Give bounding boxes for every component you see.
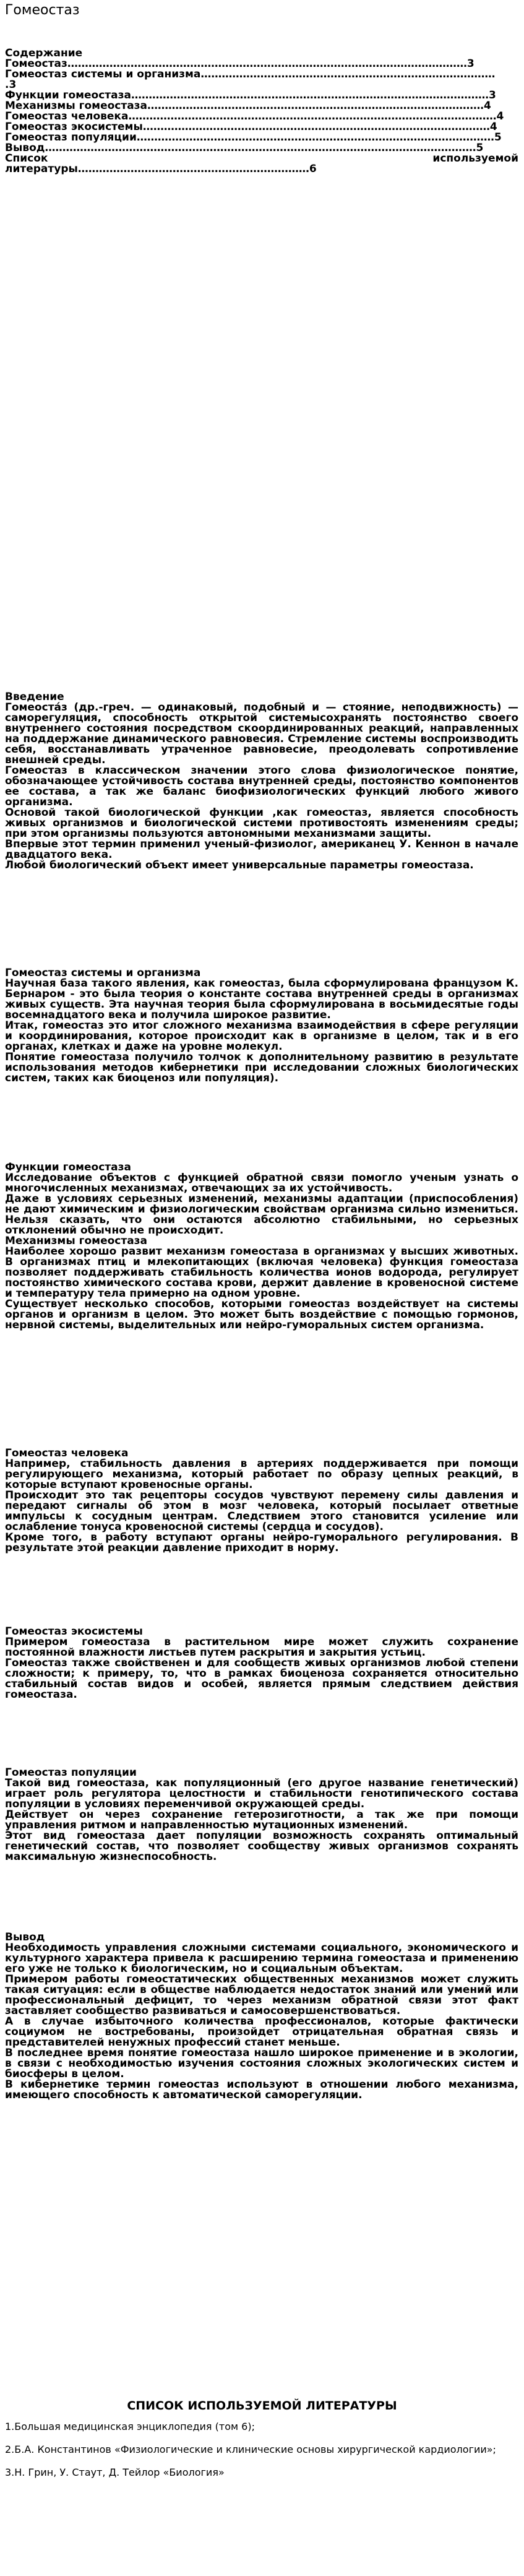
- paragraph: Основой такой биологической функции ,как гомеостаз, является способность живых организмов и биологической системи противостоять изменениям среды; при этом организмы пользуются автономными механизмами защиты.: [5, 806, 518, 840]
- references-list: [5, 2420, 518, 2489]
- paragraph: Такой вид гомеостаза, как популяционный (его другое название генетический) играет роль регулятора целостности и стабильности генотипического состава популяции в условиях переменчивой окружающей среды.: [5, 1777, 518, 1810]
- toc-item: литературы…………………………………………………………6: [5, 164, 317, 175]
- section-human: [5, 1448, 518, 1554]
- toc-item: Функции гомеостаза…………………………………………………………………………………………3: [5, 90, 496, 101]
- paragraph: Гомеостаз в классическом значении этого слова физиологическое понятие, обозначающее устойчивость состава внутренней среды, постоянство компонентов ее состава, а так же баланс биофизиологических функций любого живого организма.: [5, 764, 518, 808]
- toc-item: .3: [5, 80, 17, 90]
- section-intro: [5, 692, 518, 871]
- toc-item: Вывод……………………………………………………………………………………………………………5: [5, 143, 484, 153]
- paragraph: Впервые этот термин применил ученый-физиолог, американец У. Кеннон в начале двадцатого века.: [5, 838, 518, 861]
- section-heading: Введение: [5, 691, 64, 703]
- document-title: Гомеостаз: [5, 2, 80, 18]
- paragraph: Наиболее хорошо развит механизм гомеостаза в организмах у высших животных. В организмах птиц и млекопитающих (включая человека) функция гомеостаза позволяет поддерживать стабильность количества ионов водорода, регулирует постоянство химического состава крови, держит давление в кровеносной системе и температуру тела примерно на одном уровне.: [5, 1245, 518, 1300]
- paragraph: Необходимость управления сложными системами социального, экономического и культурного характера привела к расширению термина гомеостаза и применению его уже не только к биологическим, но и социальным объектам.: [5, 1942, 518, 1975]
- section-heading: Механизмы гомеостаза: [5, 1235, 148, 1247]
- section-heading: Гомеостаз системы и организма: [5, 967, 201, 979]
- paragraph: Исследование объектов с функцией обратной связи помогло ученым узнать о многочисленных механизмах, отвечающих за их устойчивость.: [5, 1172, 518, 1195]
- paragraph: Примером работы гомеостатических общественных механизмов может служить такая ситуация: если в обществе наблюдается недостаток знаний или умений или профессиональный дефицит, то через механизм обратной связи этот факт заставляет сообщество развиваться и самосовершенствоваться.: [5, 1973, 518, 2017]
- toc-item-references: [5, 153, 518, 164]
- toc-item-left: Список: [5, 153, 48, 164]
- section-ecosystem: [5, 1627, 518, 1700]
- toc-item: Гомеостаз системы и организма…………………………………………………………………………: [5, 69, 496, 80]
- paragraph: Примером гомеостаза в растительном мире может служить сохранение постоянной влажности листьев путем раскрытия и закрытия устьиц.: [5, 1636, 518, 1659]
- toc-item: Гомеостаз……………………………………………………………………………………………………3: [5, 59, 475, 69]
- section-heading: Вывод: [5, 1931, 45, 1943]
- toc-item: Гомеостаз человека……………………………………………………………………………………………4: [5, 111, 504, 122]
- section-population: [5, 1768, 518, 1862]
- paragraph: Существует несколько способов, которыми гомеостаз воздействует на системы органов и организм в целом. Это может быть воздействие с помощью гормонов, нервной системы, выделительных или нейро-гуморальных систем организма.: [5, 1298, 518, 1331]
- paragraph: В последнее время понятие гомеостаза нашло широкое применение и в экологии, в связи с необходимостью изучения состояния сложных экологических систем и биосферы в целом.: [5, 2047, 518, 2080]
- paragraph: Научная база такого явления, как гомеостаз, была сформулирована французом К. Бернаром - это была теория о константе состава внутренней среды в организмах живых существ. Эта научная теория была сформулирована в восьмидесятые годы восемнадцатого века и получила широкое развитие.: [5, 977, 518, 1021]
- section-heading: Гомеостаз популяции: [5, 1766, 137, 1779]
- section-heading: Гомеостаз человека: [5, 1447, 129, 1459]
- paragraph: Например, стабильность давления в артериях поддерживается при помощи регулирующего механизма, который работает по образу цепных реакций, в которые вступают кровеносные органы.: [5, 1458, 518, 1491]
- toc-heading: Содержание: [5, 48, 83, 59]
- reference-item: 1.Большая медицинская энциклопедия (том 6);: [5, 2421, 255, 2432]
- paragraph: А в случае избыточного количества профессионалов, которые фактически социумом не востребованы, произойдет отрицательная обратная связь и представителей ненужных профессий станет меньше.: [5, 2015, 518, 2049]
- paragraph: Гомеоста́з (др.-греч. — одинаковый, подобный и — стояние, неподвижность) — саморегуляция, способность открытой системысохранять постоянство своего внутреннего состояния посредством скоординированных реакций, направленных на поддержание динамического равновесия. Стремление системы воспроизводить себя, восстанавливать утраченное равновесие, преодолевать сопротивление внешней среды.: [5, 701, 518, 766]
- section-heading: Функции гомеостаза: [5, 1161, 131, 1173]
- paragraph: В кибернетике термин гомеостаз используют в отношении любого механизма, имеющего способность к автоматической саморегуляции.: [5, 2078, 518, 2101]
- paragraph: Происходит это так рецепторы сосудов чувствуют перемену силы давления и передают сигналы об этом в мозг человека, который посылает ответные импульсы к сосудным центрам. Следствием этого становится усиление или ослабление тонуса кровеносной системы (сердца и сосудов).: [5, 1489, 518, 1533]
- toc-item: Механизмы гомеостаза……………………………………………………………………………………4: [5, 101, 491, 111]
- paragraph: Любой биологический объект имеет универсальные параметры гомеостаза.: [5, 859, 474, 871]
- section-system: [5, 968, 518, 1084]
- section-functions: [5, 1162, 518, 1331]
- reference-item: 2.Б.А. Константинов «Физиологические и клинические основы хирургической кардиологии»;: [5, 2444, 496, 2455]
- reference-item: 3.Н. Грин, У. Стаут, Д. Тейлор «Биология»: [5, 2466, 225, 2478]
- toc-item: Гомеостаз экосистемы………………………………………………………………………………………4: [5, 122, 497, 132]
- paragraph: Этот вид гомеостаза дает популяции возможность сохранять оптимальный генетический состав, что позволяет сообществу живых организмов сохранять максимальную жизнеспособность.: [5, 1830, 518, 1863]
- section-heading: Гомеостаз экосистемы: [5, 1625, 143, 1638]
- toc-item-right: используемой: [432, 153, 518, 164]
- toc-item: Гомеостаз популяции…………………………………………………………………………………………5: [5, 132, 502, 143]
- paragraph: Кроме того, в работу вступают органы нейро-гуморального регулирования. В результате этой реакции давление приходит в норму.: [5, 1531, 518, 1554]
- paragraph: Действует он через сохранение гетерозиготности, а так же при помощи управления ритмом и направленностью мутационных изменений.: [5, 1809, 518, 1831]
- paragraph: Гомеостаз также свойственен и для сообществ живых организмов любой степени сложности; к примеру, то, что в рамках биоценоза сохраняется относительно стабильный состав видов и особей, является прямым следствием действия гомеостаза.: [5, 1657, 518, 1701]
- section-conclusion: [5, 1932, 518, 2101]
- paragraph: Даже в условиях серьезных изменений, механизмы адаптации (приспособления) не дают химическим и физиологическим свойствам организма сильно измениться. Нельзя сказать, что они остаются абсолютно стабильными, но серьезных отклонений обычно не происходит.: [5, 1193, 518, 1237]
- paragraph: Итак, гомеостаз это итог сложного механизма взаимодействия в сфере регуляции и координирования, которое происходит как в организме в целом, так и в его органах, клетках и даже на уровне молекул.: [5, 1019, 518, 1053]
- paragraph: Понятие гомеостаза получило толчок к дополнительному развитию в результате использования методов кибернетики при исследовании сложных биологических систем, таких как биоценоз или популяция).: [5, 1051, 518, 1084]
- table-of-contents: [5, 48, 518, 175]
- references-title: СПИСОК ИСПОЛЬЗУЕМОЙ ЛИТЕРАТУРЫ: [127, 2399, 397, 2413]
